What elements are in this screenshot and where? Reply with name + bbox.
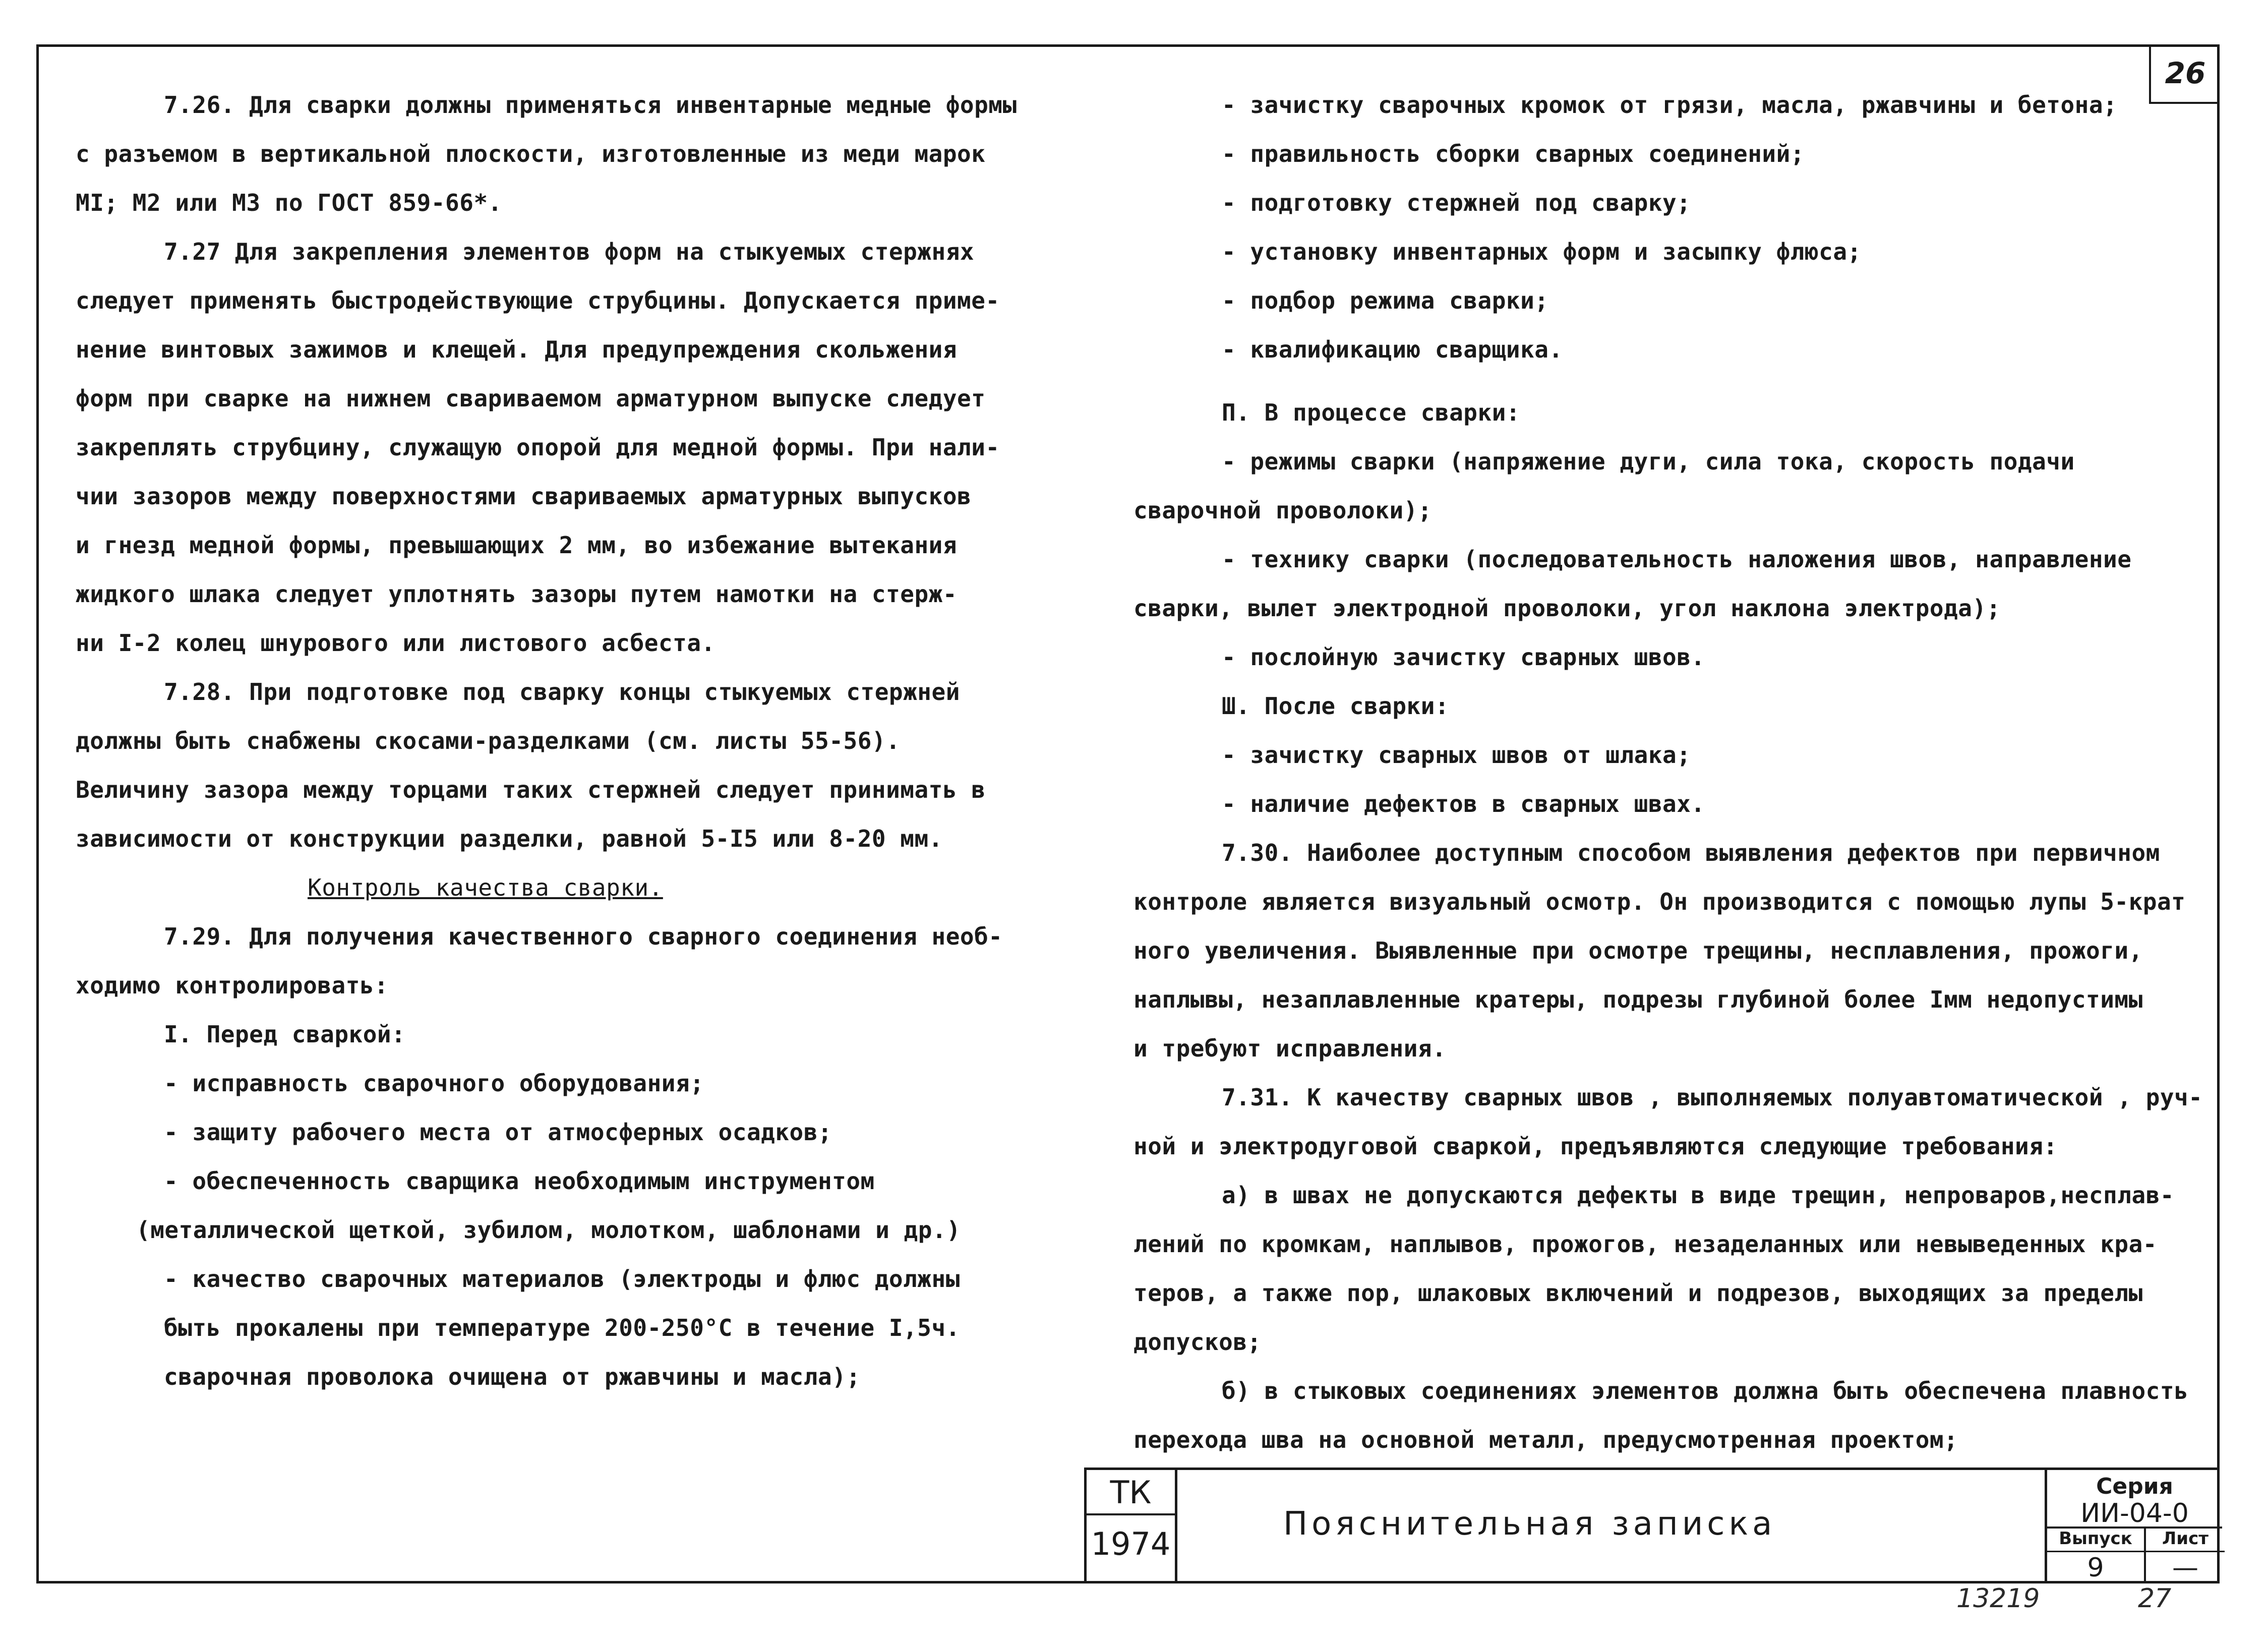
- sheet-label: Лист: [2146, 1526, 2225, 1552]
- series-cell: [2045, 1470, 2222, 1583]
- left-text-line: и гнезд медной формы, превышающих 2 мм, во избежание вытекания: [76, 532, 958, 559]
- left-text-line: 7.26. Для сварки должны применяться инвентарные медные формы: [164, 91, 1017, 119]
- sheet-number: 26: [2149, 44, 2220, 104]
- left-text-line: ни I-2 колец шнурового или листового асбеста.: [76, 629, 715, 657]
- right-text-line: допусков;: [1133, 1328, 1262, 1356]
- right-text-line: - наличие дефектов в сварных швах.: [1222, 790, 1705, 817]
- right-text-line: а) в швах не допускаются дефекты в виде трещин, непроваров,несплав-: [1222, 1182, 2175, 1209]
- sheet-value: —: [2172, 1553, 2198, 1583]
- left-column: [76, 81, 1049, 1401]
- left-text-line: - исправность сварочного оборудования;: [164, 1070, 704, 1097]
- left-text-line: нение винтовых зажимов и клещей. Для предупреждения скольжения: [76, 336, 958, 363]
- org-cell: [1087, 1470, 1177, 1583]
- left-text-line: Величину зазора между торцами таких стержней следует принимать в: [76, 776, 986, 803]
- right-text-line: - установку инвентарных форм и засыпку флюса;: [1222, 238, 1862, 265]
- right-text-line: теров, а также пор, шлаковых включений и подрезов, выходящих за пределы: [1133, 1279, 2143, 1307]
- right-text-line: - послойную зачистку сварных швов.: [1222, 643, 1705, 671]
- right-text-line: б) в стыковых соединениях элементов должна быть обеспечена плавность: [1222, 1377, 2189, 1404]
- left-text-line: зависимости от конструкции разделки, равной 5-I5 или 8-20 мм.: [76, 825, 943, 852]
- left-text-line: форм при сварке на нижнем свариваемом арматурном выпуске следует: [76, 385, 986, 412]
- right-text-line: 7.31. К качеству сварных швов , выполняемых полуавтоматической , руч-: [1222, 1084, 2203, 1111]
- right-text-line: ной и электродуговой сваркой, предъявляются следующие требования:: [1133, 1133, 2058, 1160]
- right-text-line: - квалификацию сварщика.: [1222, 336, 1563, 363]
- left-text-line: с разъемом в вертикальной плоскости, изготовленные из меди марок: [76, 140, 986, 167]
- left-text-line: чии зазоров между поверхностями свариваемых арматурных выпусков: [76, 483, 972, 510]
- left-text-line: Контроль качества сварки.: [308, 874, 663, 901]
- right-text-line: - технику сварки (последовательность наложения швов, направление: [1222, 546, 2132, 573]
- right-text-line: 7.30. Наиболее доступным способом выявления дефектов при первичном: [1222, 839, 2160, 866]
- right-text-line: - подготовку стержней под сварку;: [1222, 189, 1691, 216]
- left-text-line: (металлической щеткой, зубилом, молотком, шаблонами и др.): [136, 1216, 961, 1244]
- org-code: ТК: [1087, 1472, 1175, 1515]
- org-year: 1974: [1091, 1525, 1171, 1562]
- sheet-box: [2146, 1526, 2225, 1583]
- right-text-line: сварки, вылет электродной проволоки, угол наклона электрода);: [1133, 595, 2001, 622]
- right-text-line: - правильность сборки сварных соединений;: [1222, 140, 1805, 167]
- right-text-line: Ш. После сварки:: [1222, 692, 1450, 720]
- left-text-line: закреплять струбцину, служащую опорой для медной формы. При нали-: [76, 434, 1000, 461]
- right-text-line: ного увеличения. Выявленные при осмотре трещины, несплавления, прожоги,: [1133, 937, 2143, 964]
- right-text-line: - зачистку сварных швов от шлака;: [1222, 741, 1691, 769]
- issue-value: 9: [2087, 1553, 2104, 1583]
- right-text-line: П. В процессе сварки:: [1222, 399, 1521, 426]
- right-text-line: - подбор режима сварки;: [1222, 287, 1549, 314]
- left-text-line: 7.29. Для получения качественного сварного соединения необ-: [164, 923, 1003, 950]
- right-column: [1133, 81, 2228, 1464]
- right-text-line: наплывы, незаплавленные кратеры, подрезы глубиной более Iмм недопустимы: [1133, 986, 2143, 1013]
- right-text-line: - режимы сварки (напряжение дуги, сила тока, скорость подачи: [1222, 448, 2075, 475]
- right-text-line: контроле является визуальный осмотр. Он производится с помощью лупы 5-крат: [1133, 888, 2186, 915]
- series-label: Серия: [2096, 1474, 2173, 1499]
- left-text-line: сварочная проволока очищена от ржавчины и масла);: [164, 1363, 861, 1390]
- left-text-line: - защиту рабочего места от атмосферных осадков;: [164, 1119, 832, 1146]
- left-text-line: быть прокалены при температуре 200-250°С в течение I,5ч.: [164, 1314, 960, 1341]
- left-text-line: I. Перед сваркой:: [164, 1021, 406, 1048]
- right-text-line: лений по кромкам, наплывов, прожогов, незаделанных или невыведенных кра-: [1133, 1230, 2157, 1258]
- right-text-line: и требуют исправления.: [1133, 1035, 1447, 1062]
- left-text-line: МI; М2 или М3 по ГОСТ 859-66*.: [76, 189, 502, 216]
- left-text-line: - обеспеченность сварщика необходимым инструментом: [164, 1167, 875, 1195]
- left-text-line: должны быть снабжены скосами-разделками (см. листы 55-56).: [76, 727, 901, 754]
- series-value: ИИ-04-0: [2080, 1498, 2189, 1529]
- title-block: [1084, 1467, 2220, 1583]
- right-text-line: - зачистку сварочных кромок от грязи, масла, ржавчины и бетона;: [1222, 91, 2118, 119]
- left-text-line: следует применять быстродействующие струбцины. Допускается приме-: [76, 287, 1000, 314]
- left-text-line: 7.28. При подготовке под сварку концы стыкуемых стержней: [164, 678, 960, 706]
- page-number: 27: [2138, 1583, 2172, 1614]
- inventory-number: 13219: [1956, 1583, 2040, 1614]
- left-text-line: ходимо контролировать:: [76, 972, 389, 999]
- right-text-line: перехода шва на основной металл, предусмотренная проектом;: [1133, 1426, 1958, 1453]
- document-title: Пояснительная записка: [1283, 1505, 1776, 1543]
- left-text-line: 7.27 Для закрепления элементов форм на стыкуемых стержнях: [164, 238, 975, 265]
- issue-box: [2047, 1526, 2146, 1583]
- left-text-line: - качество сварочных материалов (электроды и флюс должны: [164, 1265, 960, 1293]
- left-text-line: жидкого шлака следует уплотнять зазоры путем намотки на стерж-: [76, 580, 958, 608]
- series-box: [2047, 1470, 2222, 1529]
- right-text-line: сварочной проволоки);: [1133, 497, 1433, 524]
- issue-label: Выпуск: [2047, 1526, 2144, 1552]
